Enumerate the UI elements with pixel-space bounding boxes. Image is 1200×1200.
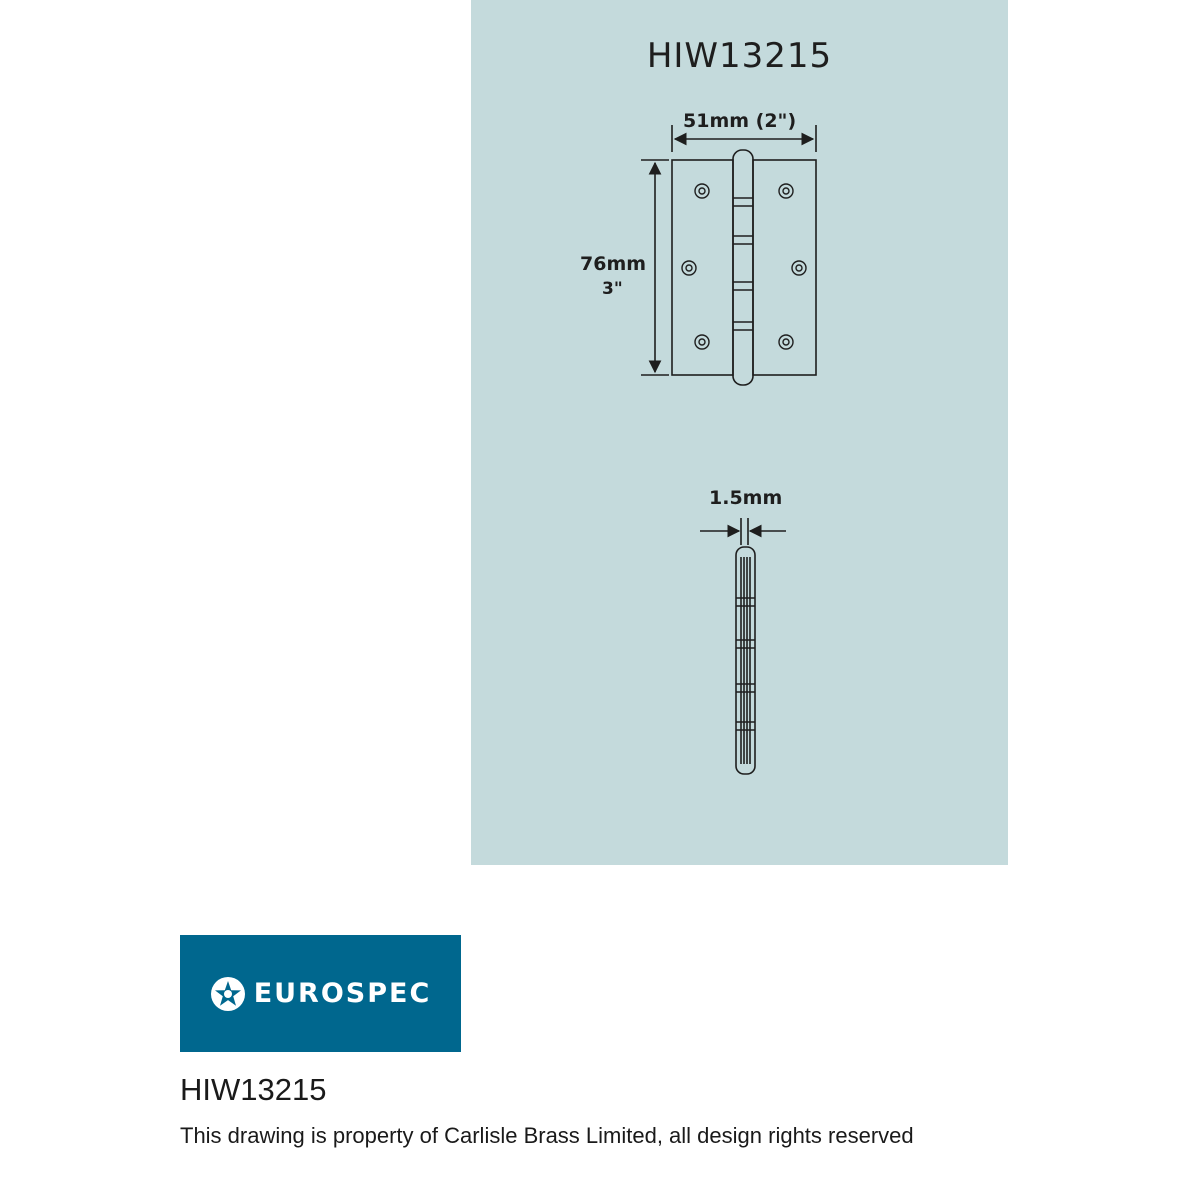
star-circle-icon xyxy=(210,976,246,1012)
copyright-notice: This drawing is property of Carlisle Brass Limited, all design rights reserved xyxy=(180,1123,914,1148)
product-code: HIW13215 xyxy=(180,1072,327,1107)
eurospec-logo xyxy=(180,935,461,1052)
drawing-title: HIW13215 xyxy=(646,36,833,76)
hinge-side-view xyxy=(736,547,755,774)
screw-holes xyxy=(682,184,806,349)
technical-drawing-panel xyxy=(471,0,1008,865)
hinge-front-view xyxy=(672,150,816,385)
logo-text: EUROSPEC xyxy=(253,978,432,1009)
height-dimension-label-mm: 76mm xyxy=(580,253,647,275)
hinge-knuckle xyxy=(733,150,753,385)
height-dimension-label-in: 3" xyxy=(602,279,623,299)
width-dimension-label: 51mm (2") xyxy=(683,110,797,132)
thickness-dimension xyxy=(700,518,786,545)
thickness-dimension-label: 1.5mm xyxy=(709,487,783,509)
hinge-leaf-left xyxy=(672,160,733,375)
